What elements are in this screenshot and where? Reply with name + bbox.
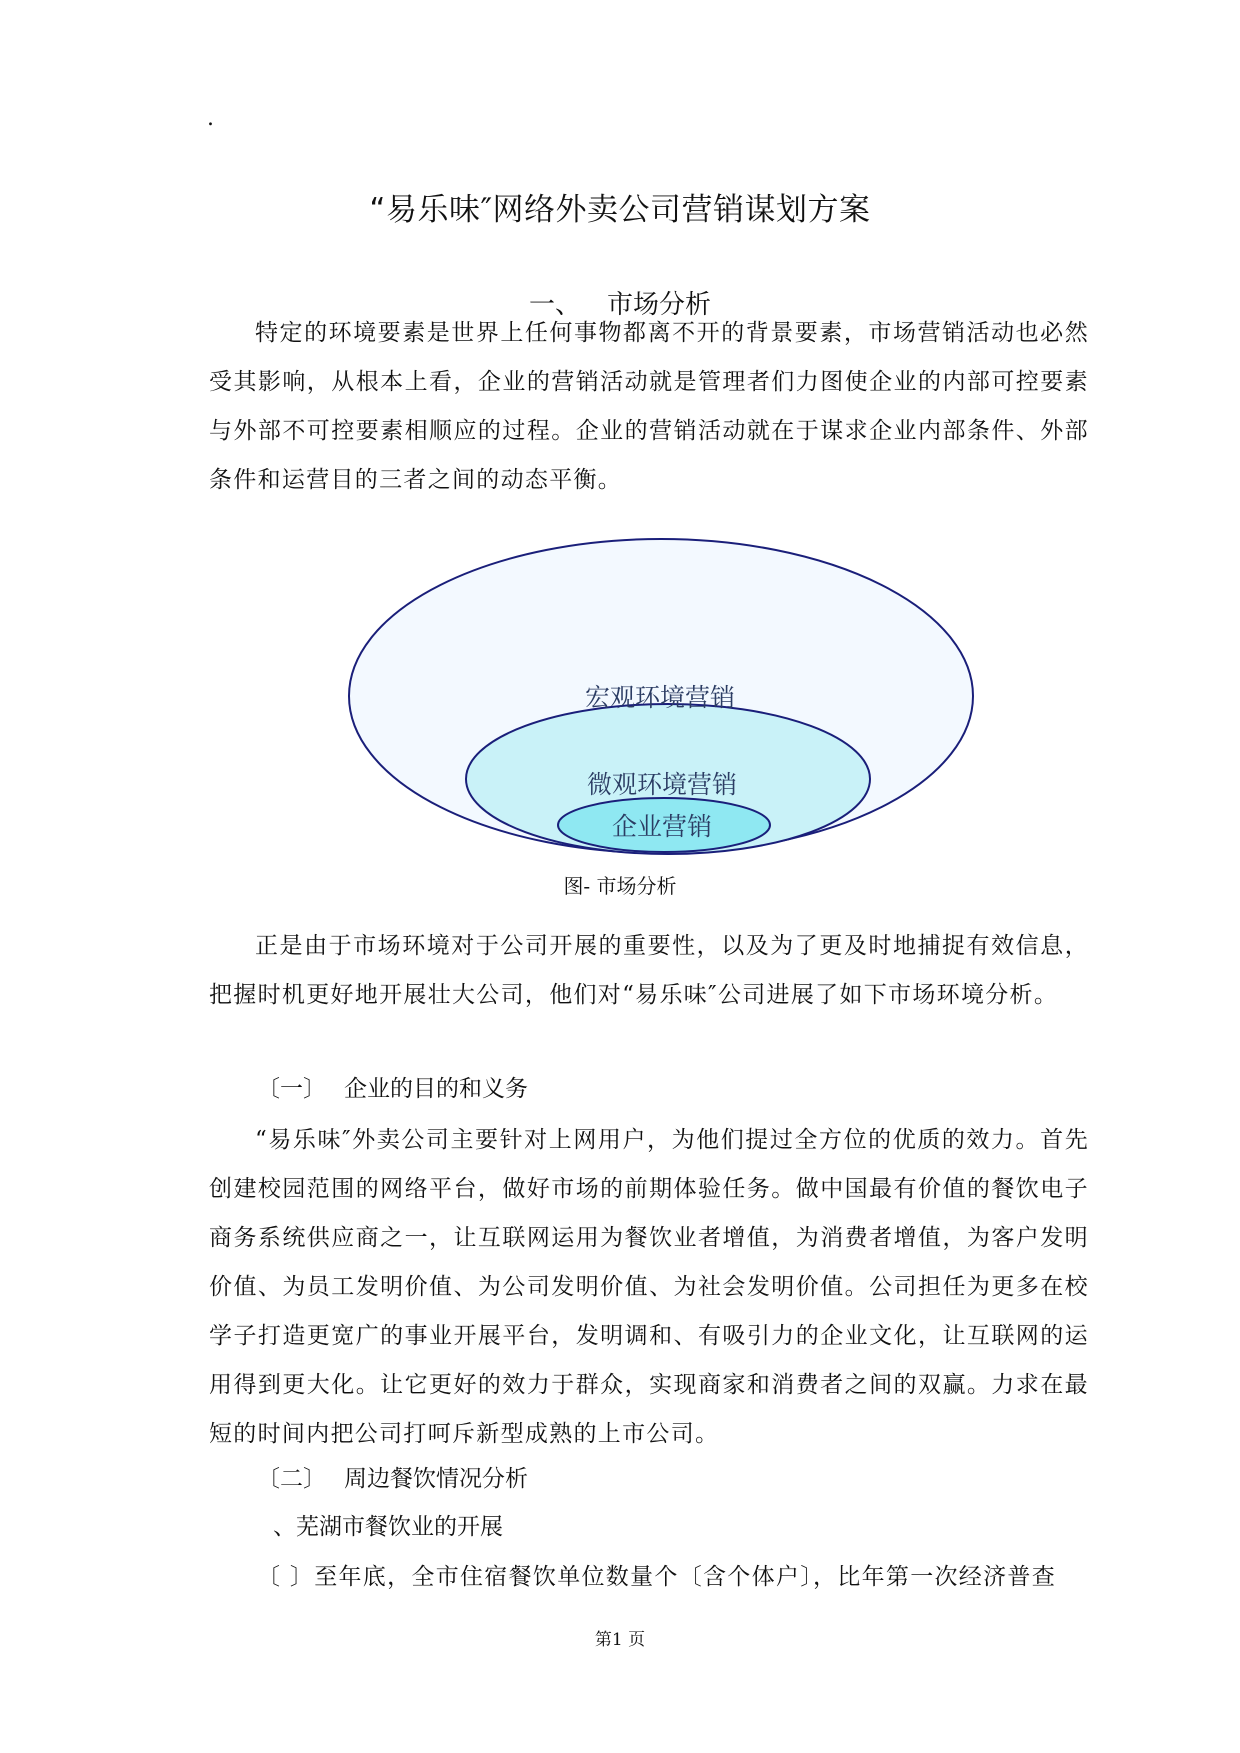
subsection-1-heading [257,1069,528,1109]
subsection-2-heading [257,1459,528,1499]
paragraph-3: “易乐味″外卖公司主要针对上网用户，为他们提过全方位的优质的效力。首先创建校园范围的网络平台，做好市场的前期体验任务。做中国最有价值的餐饮电子商务系统供应商之一，让互联网运用为餐饮业者增值，为消费者增值，为客户发明价值、为员工发明价值、为公司发明价值、为社会发明价值。公司担任为更多在校学子打造更宽广的事业开展平台，发明调和、有吸引力的企业文化，让互联网的运用得到更大化。让它更好的效力于群众，实现商家和消费者之间的双赢。力求在最短的时间内把公司打呵斥新型成熟的上市公司。 [209,1127,1089,1447]
market-analysis-diagram [348,537,978,855]
subsection-1-title: 企业的目的和义务 [344,1076,528,1102]
section-title: 市场分析 [607,290,712,320]
subsection-2-number: 〔二〕 [257,1466,326,1492]
header-marker: . [207,106,214,131]
subsection-2-title: 周边餐饮情况分析 [344,1466,528,1492]
paragraph-2: 正是由于市场环境对于公司开展的重要性，以及为了更及时地捕捉有效信息，把握时机更好地开展壮大公司，他们对“易乐味″公司进展了如下市场环境分析。 [209,933,1089,1008]
section-number: 一、 [528,290,581,320]
page-number: 第1 页 [594,1630,646,1650]
subsection-2-item: 、芜湖市餐饮业的开展 [273,1514,503,1540]
middle-ellipse-label: 微观环境营销 [586,770,738,799]
inner-ellipse-label: 企业营销 [611,812,713,841]
subsection-1-number: 〔一〕 [257,1076,326,1102]
figure-caption: 图- 市场分析 [563,874,677,898]
document-title: “易乐味″网络外卖公司营销谋划方案 [369,192,871,228]
paragraph-4: 〔 〕至年底，全市住宿餐饮单位数量个〔含个体户〕，比年第一次经济普查 [257,1564,1057,1590]
intro-paragraph: 特定的环境要素是世界上任何事物都离不开的背景要素，市场营销活动也必然受其影响，从根本上看，企业的营销活动就是管理者们力图使企业的内部可控要素与外部不可控要素相顺应的过程。企业的营销活动就在于谋求企业内部条件、外部条件和运营目的三者之间的动态平衡。 [209,320,1089,493]
outer-ellipse-label: 宏观环境营销 [584,683,736,712]
